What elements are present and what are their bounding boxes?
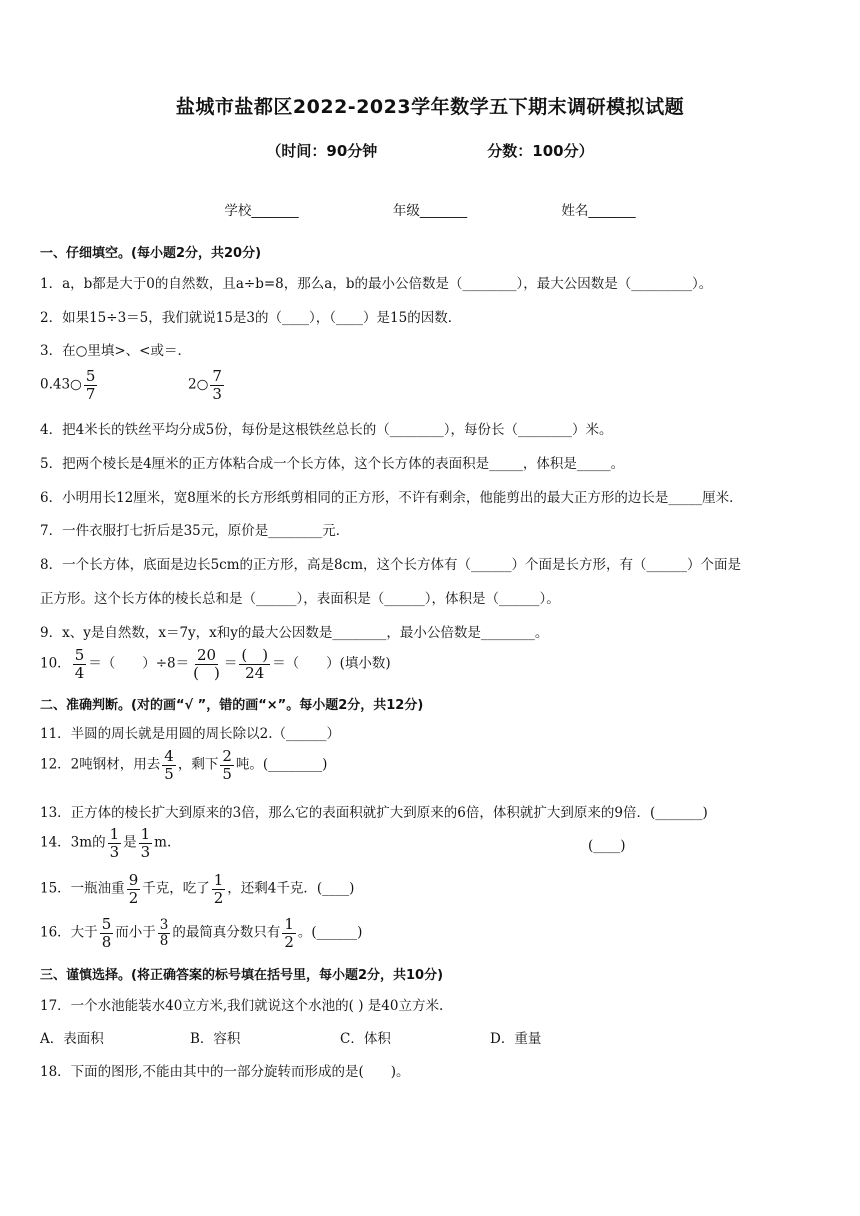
fraction: $\frac{1}{3}$ [109,825,120,861]
fraction: $\frac{9}{2}$ [128,871,139,907]
question-5: 5．把两个棱长是4厘米的正方体粘合成一个长方体，这个长方体的表面积是_____，体积是_____。 [40,456,625,472]
grade-field: 年级_______ [392,203,468,219]
section-heading-1: 一、仔细填空。(每小题2分，共20分) [40,246,262,261]
fraction: $\frac{5}{7}$ [85,367,96,403]
page-title: 盐城市盐都区2022-2023学年数学五下期末调研模拟试题 [175,96,685,118]
question-2: 2．如果15÷3＝5，我们就说15是3的（____），（____）是15的因数． [40,310,462,326]
question-13: 13．正方体的棱长扩大到原来的3倍，那么它的表面积就扩大到原来的6倍，体积就扩大到原来的9倍．(_______) [40,805,708,821]
question-6: 6．小明用长12厘米，宽8厘米的长方形纸剪相同的正方形，不许有剩余，他能剪出的最大正方形的边长是_____厘米． [40,490,743,506]
option-a: A．表面积 [40,1031,104,1047]
fraction: $\frac{20}{( )}$ [193,646,220,682]
option-b: B．容积 [190,1031,241,1047]
fraction: $\frac{1}{3}$ [140,825,151,861]
question-17-options [40,1027,640,1047]
question-8-line-1: 8．一个长方体，底面是边长5cm的正方形，高是8cm，这个长方体有（______）个面是长方形，有（______）个面是 [40,557,741,573]
exam-meta [0,140,860,161]
section-heading-2: 二、准确判断。(对的画“√ ”，错的画“×”。每小题2分，共12分) [40,698,424,713]
fraction: $\frac{5}{4}$ [74,646,85,682]
q3-item-b: 2○ [187,376,209,393]
fraction: $\frac{1}{2}$ [284,915,294,951]
question-10: 10． $\frac{5}{4}$ ＝（ ）÷8＝ $\frac{20}{( )}$ ＝ $\frac{( )}{24}$ ＝（ ）(填小数) [40,646,391,682]
question-15: 15．一瓶油重 $\frac{9}{2}$ 千克，吃了 $\frac{1}{2}$ ，还剩4千克．(____) [40,871,355,907]
fraction: $\frac{1}{2}$ [213,871,224,907]
question-11: 11．半圆的周长就是用圆的周长除以2.（______） [40,726,341,742]
q3-item-a: 0.43○ [40,376,82,393]
section-heading-3: 三、谨慎选择。(将正确答案的标号填在括号里，每小题2分，共10分) [40,968,444,983]
question-3: 3．在○里填>、<或＝． [40,343,191,359]
question-9: 9．x、y是自然数，x＝7y，x和y的最大公因数是________，最小公倍数是________。 [40,625,549,641]
question-14: 14．3m的 $\frac{1}{3}$ 是 $\frac{1}{3}$ m. (____) [40,825,626,861]
question-12: 12．2吨钢材，用去 $\frac{4}{5}$ ，剩下 $\frac{2}{5}$ 吨。(________) [40,747,328,783]
question-8-line-2: 正方形。这个长方体的棱长总和是（______），表面积是（______），体积是（______）。 [40,591,560,607]
question-18: 18．下面的图形,不能由其中的一部分旋转而形成的是( )。 [40,1064,410,1080]
school-field: 学校_______ [224,203,299,219]
time-limit: （时间：90分钟 [266,142,378,160]
fraction: $\frac{( )}{24}$ [241,646,269,682]
total-score: 分数：100分） [487,142,594,160]
option-c: C．体积 [340,1031,391,1047]
fraction: $\frac{5}{8}$ [101,915,112,951]
fraction: $\frac{7}{3}$ [212,367,222,403]
name-field: 姓名_______ [561,203,636,219]
fraction: $\frac{4}{5}$ [164,747,174,783]
question-17: 17．一个水池能装水40立方米,我们就说这个水池的( ) 是40立方米. [40,998,444,1014]
student-info [0,199,860,219]
question-7: 7．一件衣服打七折后是35元，原价是________元． [40,523,350,539]
fraction: $\frac{2}{5}$ [222,747,232,783]
option-d: D．重量 [490,1031,542,1047]
question-16: 16．大于 $\frac{5}{8}$ 而小于 $\frac{3}{8}$ 的最简真分数只有 $\frac{1}{2}$ 。(______) [40,915,363,951]
question-3-items [40,368,226,402]
question-1: 1．a，b都是大于0的自然数，且a÷b=8，那么a，b的最小公倍数是（________），最大公因数是（_________）。 [40,276,713,292]
fraction: $\frac{3}{8}$ [159,916,169,949]
question-4: 4．把4米长的铁丝平均分成5份，每份是这根铁丝总长的（________），每份长（________）米。 [40,422,613,438]
answer-paren: (____) [588,838,626,854]
